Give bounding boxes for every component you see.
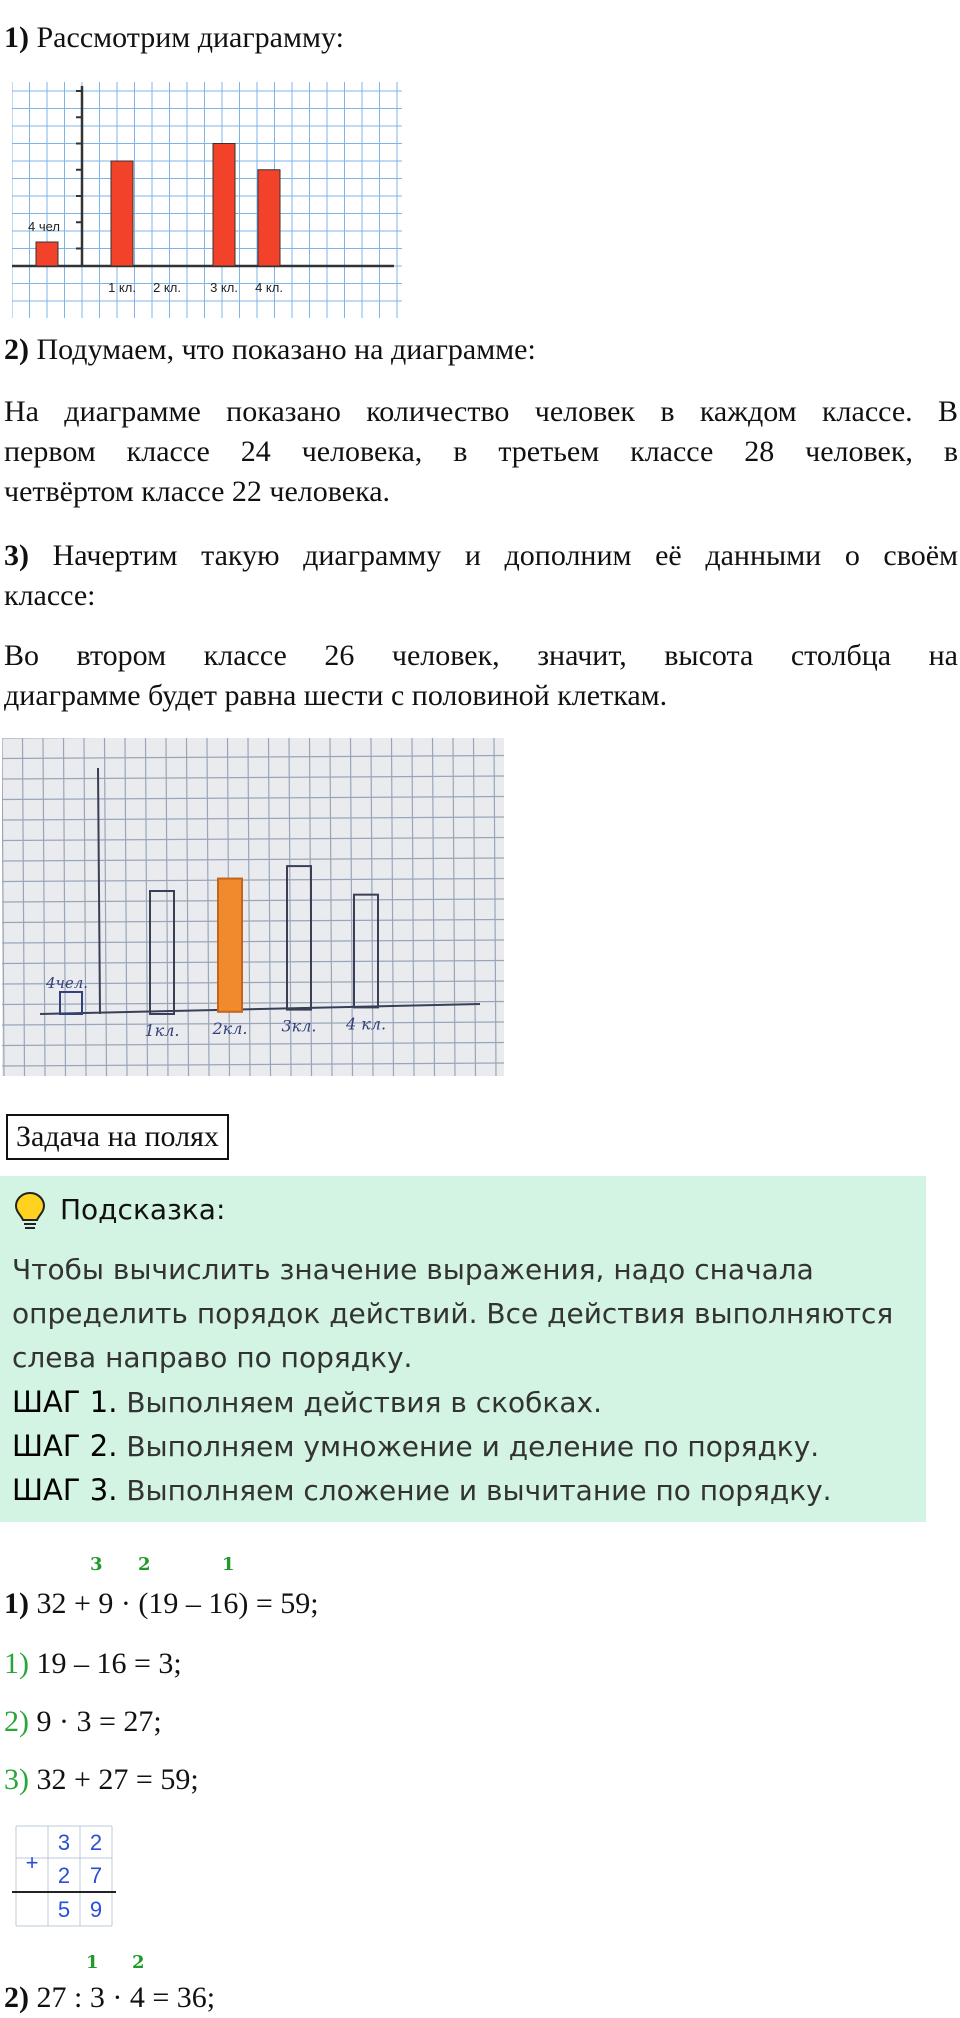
section-number: 3) bbox=[4, 539, 29, 572]
order-mark: 2 bbox=[138, 1554, 151, 1575]
step-text: Выполняем умножение и деление по порядку. bbox=[126, 1430, 820, 1463]
paragraph-line: первом классе 24 человека, в третьем классе 28 человек, в bbox=[4, 435, 958, 468]
step-number: 2) bbox=[4, 1705, 29, 1738]
category-label: 2кл. bbox=[212, 1018, 248, 1038]
lightbulb-icon bbox=[12, 1190, 48, 1230]
expression-number: 1) bbox=[4, 1587, 29, 1620]
digit: 2 bbox=[89, 1830, 103, 1855]
paragraph-line: четвёртом классе 22 человека. bbox=[4, 475, 391, 508]
bar bbox=[258, 170, 280, 266]
digit: 9 bbox=[89, 1897, 103, 1922]
section-number: 1) bbox=[4, 21, 29, 54]
expression-1-step-2 bbox=[4, 1702, 162, 1742]
digit: 3 bbox=[57, 1830, 71, 1855]
column-addition bbox=[12, 1824, 118, 1930]
bar bbox=[213, 144, 235, 267]
bar bbox=[111, 161, 133, 266]
section-1-heading bbox=[4, 18, 958, 58]
digit: 5 bbox=[57, 1897, 71, 1922]
category-label: 2 кл. bbox=[153, 280, 181, 295]
step-label: ШАГ 3. bbox=[12, 1473, 118, 1507]
paragraph-second-class bbox=[4, 636, 958, 716]
hint-step-1 bbox=[12, 1380, 602, 1425]
hint-step-2 bbox=[12, 1424, 819, 1469]
step-label: ШАГ 1. bbox=[12, 1385, 118, 1419]
expression-1 bbox=[4, 1584, 319, 1624]
hint-box bbox=[0, 1176, 926, 1522]
hint-line: слева направо по порядку. bbox=[12, 1341, 413, 1374]
legend-bar bbox=[36, 242, 58, 266]
section-number: 2) bbox=[4, 333, 29, 366]
order-mark: 3 bbox=[90, 1554, 103, 1575]
order-mark: 2 bbox=[132, 1952, 145, 1973]
hint-step-3 bbox=[12, 1468, 832, 1513]
section-text-line: классе: bbox=[4, 579, 96, 612]
expression-text: 27 : 3 · 4 = 36; bbox=[36, 1981, 216, 2014]
step-number: 3) bbox=[4, 1763, 29, 1796]
paragraph-line: На диаграмме показано количество человек в каждом классе. В bbox=[4, 395, 958, 428]
plus-sign: + bbox=[25, 1850, 39, 1875]
hint-title: Подсказка: bbox=[60, 1193, 226, 1226]
expression-text: 32 + 9 · (19 – 16) = 59; bbox=[36, 1587, 319, 1620]
bar bbox=[218, 879, 242, 1012]
margin-task-title: Задача на полях bbox=[6, 1114, 229, 1160]
section-3-heading bbox=[4, 536, 958, 616]
category-label: 1кл. bbox=[144, 1021, 180, 1040]
hint-line: Чтобы вычислить значение выражения, надо сначала bbox=[12, 1253, 814, 1286]
category-label: 3кл. bbox=[281, 1016, 317, 1036]
step-text: 32 + 27 = 59; bbox=[36, 1763, 199, 1796]
step-text: 19 – 16 = 3; bbox=[36, 1647, 182, 1680]
bar-chart-classes bbox=[12, 82, 402, 318]
step-label: ШАГ 2. bbox=[12, 1429, 118, 1463]
expression-number: 2) bbox=[4, 1981, 29, 2014]
legend-label: 4 чел bbox=[28, 219, 60, 234]
order-mark: 1 bbox=[86, 1952, 99, 1973]
section-2-heading bbox=[4, 330, 958, 370]
hand-drawn-bar-chart bbox=[2, 738, 504, 1076]
section-text: Начертим такую диаграмму и дополним её данными о своём bbox=[52, 539, 958, 572]
digit: 7 bbox=[89, 1863, 103, 1888]
step-text: 9 · 3 = 27; bbox=[36, 1705, 162, 1738]
step-text: Выполняем сложение и вычитание по порядку. bbox=[126, 1474, 832, 1507]
category-label: 4 кл. bbox=[255, 280, 283, 295]
category-label: 1 кл. bbox=[108, 280, 136, 295]
paragraph-chart-description bbox=[4, 392, 958, 512]
digit: 2 bbox=[57, 1863, 71, 1888]
category-label: 3 кл. bbox=[210, 280, 238, 295]
expression-1-step-1 bbox=[4, 1644, 182, 1684]
paragraph-line: диаграмме будет равна шести с половиной клеткам. bbox=[4, 679, 668, 712]
step-number: 1) bbox=[4, 1647, 29, 1680]
legend-label: 4чел. bbox=[46, 974, 89, 992]
paragraph-line: Во втором классе 26 человек, значит, высота столбца на bbox=[4, 639, 958, 672]
order-mark: 1 bbox=[222, 1554, 235, 1575]
step-text: Выполняем действия в скобках. bbox=[126, 1386, 602, 1419]
section-text: Подумаем, что показано на диаграмме: bbox=[36, 333, 536, 366]
section-text: Рассмотрим диаграмму: bbox=[36, 21, 344, 54]
expression-1-step-3 bbox=[4, 1760, 199, 1800]
hint-line: определить порядок действий. Все действия выполняются bbox=[12, 1297, 894, 1330]
expression-2 bbox=[4, 1978, 215, 2018]
category-label: 4 кл. bbox=[345, 1014, 387, 1034]
